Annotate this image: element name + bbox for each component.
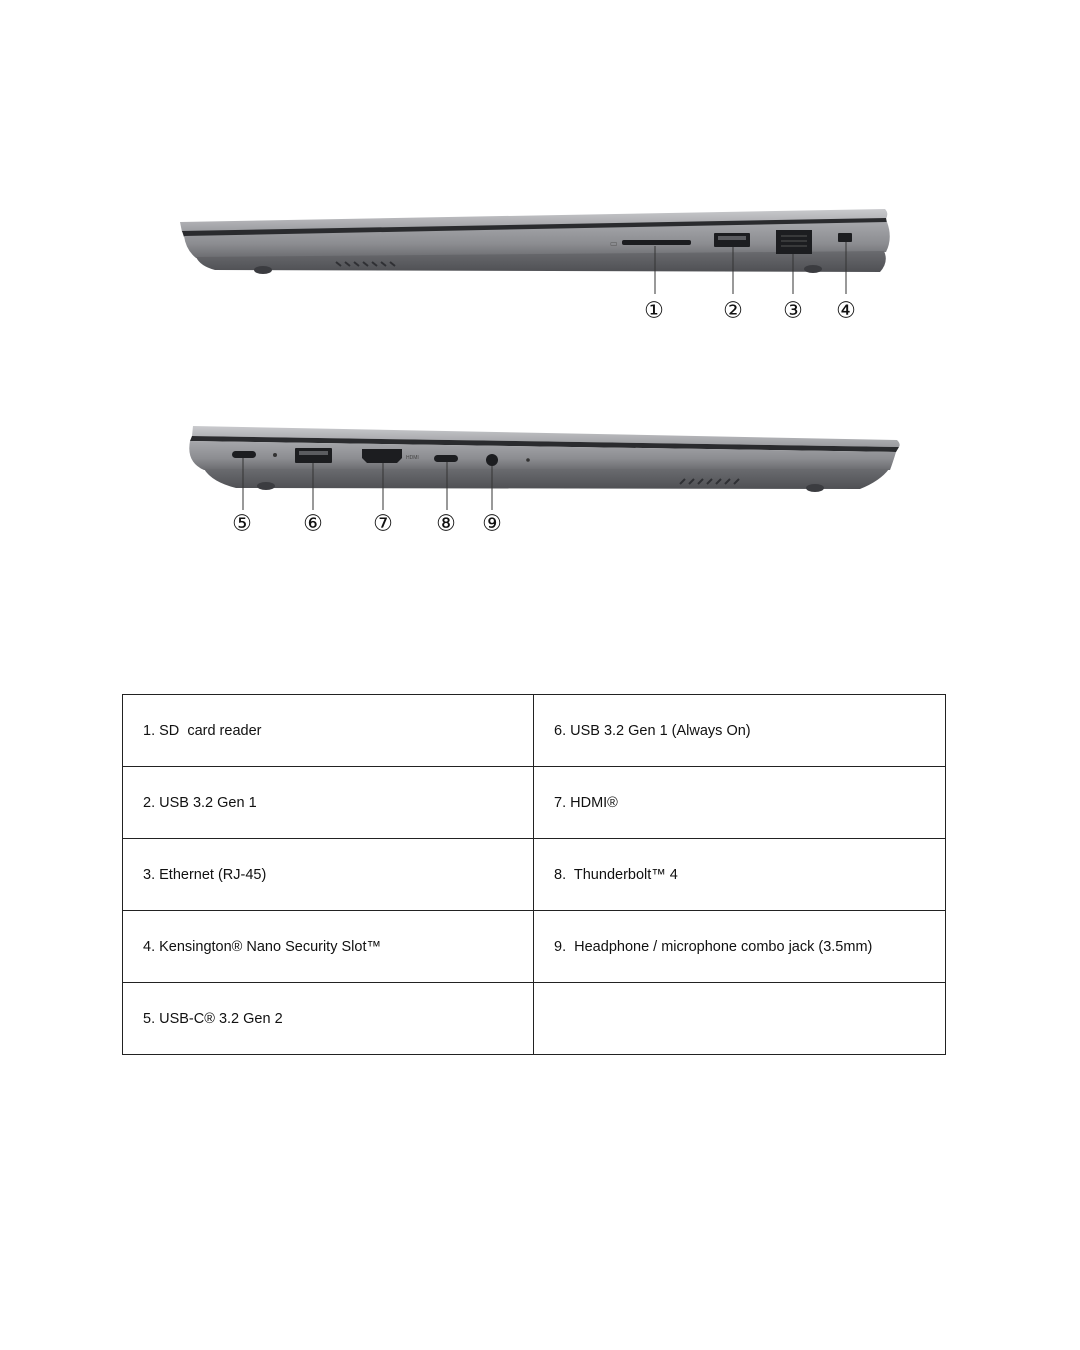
callout-6: ⑥	[303, 511, 323, 537]
laptop-left-side-view	[189, 426, 899, 537]
callout-3: ③	[783, 298, 803, 324]
table-cell: 3. Ethernet (RJ-45)	[123, 839, 534, 911]
thunderbolt-port	[434, 455, 458, 462]
security-slot	[838, 233, 852, 242]
table-row	[123, 839, 946, 911]
table-row	[123, 911, 946, 983]
table-cell: 7. HDMI®	[534, 767, 946, 839]
table-row	[123, 767, 946, 839]
callout-2: ②	[723, 298, 743, 324]
callout-7: ⑦	[373, 511, 393, 537]
callout-5: ⑤	[232, 511, 252, 537]
callout-9: ⑨	[482, 511, 502, 537]
usb-a-port-left	[295, 448, 332, 463]
table-row	[123, 983, 946, 1055]
table-cell: 8. Thunderbolt™ 4	[534, 839, 946, 911]
ethernet-port	[776, 230, 812, 254]
callout-4: ④	[836, 298, 856, 324]
ports-table	[122, 694, 946, 1055]
usb-c-port	[232, 451, 256, 458]
table-cell: 6. USB 3.2 Gen 1 (Always On)	[534, 695, 946, 767]
sd-card-slot	[622, 240, 691, 245]
hdmi-port	[362, 449, 402, 463]
table-cell: 9. Headphone / microphone combo jack (3.5mm)	[534, 911, 946, 983]
audio-jack	[486, 454, 498, 466]
table-row	[123, 695, 946, 767]
callout-8: ⑧	[436, 511, 456, 537]
table-cell: 4. Kensington® Nano Security Slot™	[123, 911, 534, 983]
table-cell: 1. SD card reader	[123, 695, 534, 767]
callout-1: ①	[644, 298, 664, 324]
table-cell	[534, 983, 946, 1055]
svg-text:▭: ▭	[610, 239, 618, 248]
laptop-ports-figure	[0, 0, 1080, 600]
hdmi-marking: HDMI	[406, 455, 419, 461]
table-cell: 2. USB 3.2 Gen 1	[123, 767, 534, 839]
laptop-right-side-view	[180, 209, 890, 324]
table-cell: 5. USB-C® 3.2 Gen 2	[123, 983, 534, 1055]
